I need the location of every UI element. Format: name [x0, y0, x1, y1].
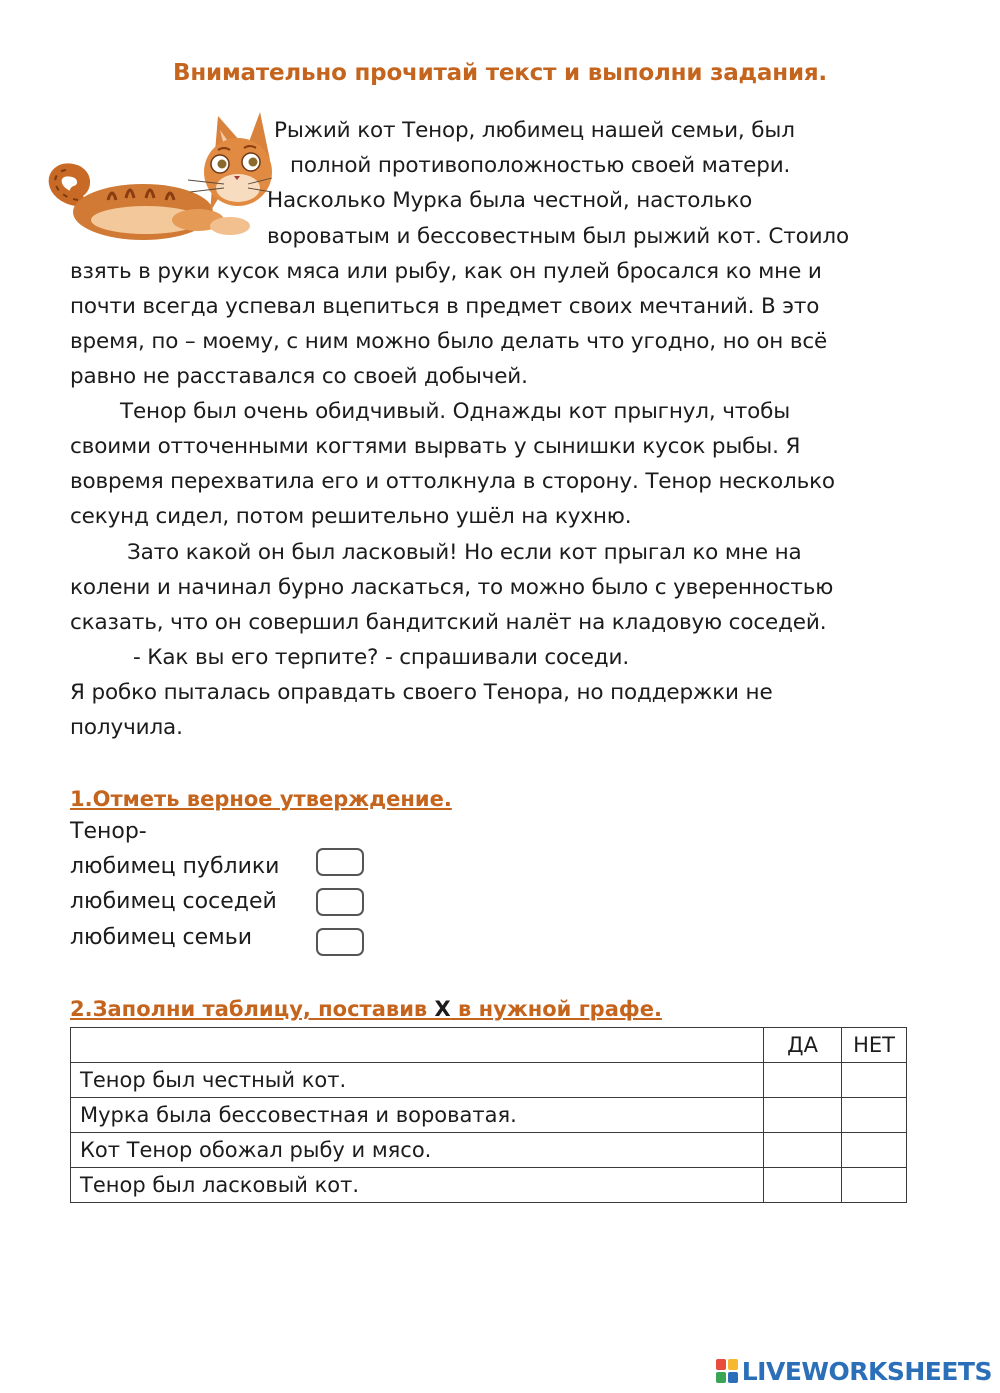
table-header-row [71, 1028, 907, 1063]
question-2-heading [70, 997, 662, 1021]
heading-text: в нужной графе. [450, 997, 662, 1021]
answer-cell-yes[interactable] [764, 1063, 842, 1098]
passage-line: вовремя перехватила его и оттолкнула в сторону. Тенор несколько [70, 469, 835, 494]
option-label: любимец семьи [70, 925, 253, 950]
passage-line: полной противоположностью своей матери. [290, 153, 791, 178]
table-row [71, 1098, 907, 1133]
passage-line: время, по – моему, с ним можно было делать что угодно, но он всё [70, 329, 828, 354]
passage-line: - Как вы его терпите? - спрашивали соседи. [133, 645, 630, 670]
answer-cell-no[interactable] [842, 1063, 907, 1098]
question-1-heading: 1.Отметь верное утверждение. [70, 787, 452, 811]
option-checkbox-sosedey[interactable] [316, 888, 364, 916]
heading-mark: Х [434, 997, 451, 1021]
table-row [71, 1133, 907, 1168]
column-header-statement [71, 1028, 764, 1063]
answer-table [70, 1027, 907, 1203]
statement-cell: Мурка была бессовестная и вороватая. [71, 1098, 764, 1133]
passage-line: получила. [70, 715, 183, 740]
passage-line: Насколько Мурка была честной, настолько [267, 188, 753, 213]
option-label: любимец соседей [70, 889, 277, 914]
passage-line: своими отточенными когтями вырвать у сынишки кусок рыбы. Я [70, 434, 801, 459]
answer-cell-no[interactable] [842, 1168, 907, 1203]
option-label: любимец публики [70, 854, 280, 879]
passage-line: Зато какой он был ласковый! Но если кот прыгал ко мне на [127, 540, 802, 565]
passage-line: Я робко пыталась оправдать своего Тенора, но поддержки не [70, 680, 773, 705]
table-row [71, 1063, 907, 1098]
passage-line: равно не расставался со своей добычей. [70, 364, 528, 389]
page-title: Внимательно прочитай текст и выполни задания. [173, 60, 827, 86]
passage-line: почти всегда успевал вцепиться в предмет своих мечтаний. В это [70, 294, 820, 319]
question-1-stem: Тенор- [70, 819, 147, 844]
passage-line: секунд сидел, потом решительно ушёл на кухню. [70, 504, 632, 529]
column-header-yes: ДА [764, 1028, 842, 1063]
liveworksheets-logo-icon [715, 1358, 739, 1384]
liveworksheets-logo [715, 1356, 992, 1386]
passage-line: сказать, что он совершил бандитский налёт на кладовую соседей. [70, 610, 827, 635]
heading-text: 2.Заполни таблицу, поставив [70, 997, 435, 1021]
statement-cell: Тенор был ласковый кот. [71, 1168, 764, 1203]
answer-cell-yes[interactable] [764, 1168, 842, 1203]
statement-cell: Кот Тенор обожал рыбу и мясо. [71, 1133, 764, 1168]
passage-line: вороватым и бессовестным был рыжий кот. Стоило [267, 224, 850, 249]
passage-line: Тенор был очень обидчивый. Однажды кот прыгнул, чтобы [120, 399, 791, 424]
cat-illustration [48, 100, 273, 248]
statement-cell: Тенор был честный кот. [71, 1063, 764, 1098]
answer-cell-no[interactable] [842, 1098, 907, 1133]
column-header-no: НЕТ [842, 1028, 907, 1063]
logo-text: LIVEWORKSHEETS [741, 1356, 992, 1386]
passage-line: колени и начинал бурно ласкаться, то можно было с уверенностью [70, 575, 834, 600]
option-checkbox-publiki[interactable] [316, 848, 364, 876]
option-checkbox-semi[interactable] [316, 928, 364, 956]
passage-line: взять в руки кусок мяса или рыбу, как он пулей бросался ко мне и [70, 259, 822, 284]
answer-cell-yes[interactable] [764, 1133, 842, 1168]
answer-cell-no[interactable] [842, 1133, 907, 1168]
table-row [71, 1168, 907, 1203]
passage-line: Рыжий кот Тенор, любимец нашей семьи, был [274, 118, 795, 143]
answer-cell-yes[interactable] [764, 1098, 842, 1133]
